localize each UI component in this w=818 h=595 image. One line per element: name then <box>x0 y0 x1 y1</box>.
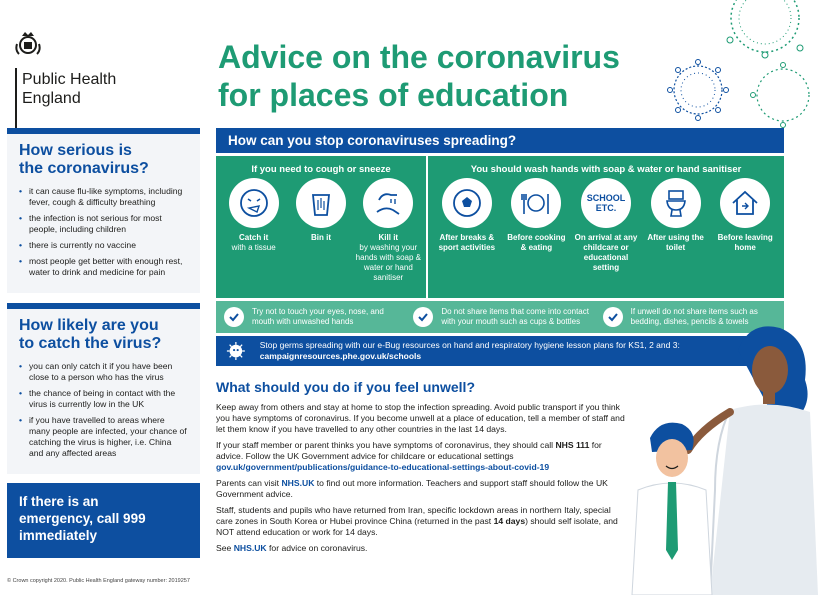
title-line2: for places of education <box>218 77 569 113</box>
item-label: After breaks & sport activities <box>438 233 496 252</box>
serious-box <box>7 128 200 293</box>
school-badge-line1: SCHOOL <box>586 193 626 203</box>
school-badge <box>587 193 626 213</box>
p4-days: 14 days <box>493 516 526 526</box>
wash-item-leaving <box>712 178 778 273</box>
virus-small-icon <box>664 56 732 124</box>
unwell-p5 <box>216 543 626 554</box>
unwell-p2 <box>216 440 626 473</box>
title-line1: Advice on the coronavirus <box>218 39 620 75</box>
item-label: Kill it <box>378 233 399 242</box>
unwell-heading: What should you do if you feel unwell? <box>216 379 475 395</box>
org-name-line2: England <box>22 90 81 107</box>
nhs-link-2[interactable]: NHS.UK <box>233 543 267 553</box>
circle <box>720 178 770 228</box>
germ-icon <box>226 340 246 362</box>
nhs111-text: NHS 111 <box>555 440 590 450</box>
wash-item-arrival <box>573 178 639 273</box>
unwell-section <box>216 379 626 559</box>
item-label: Before leaving home <box>717 233 773 252</box>
org-name <box>22 70 116 108</box>
cutlery-icon <box>519 186 553 220</box>
emergency-box <box>7 483 200 558</box>
item-label: On arrival at any childcare or educational setting <box>574 233 638 272</box>
list-item: • the infection is not serious for most people, including children <box>19 213 188 235</box>
serious-heading-line1: How serious is <box>19 142 132 159</box>
virus-medium-icon <box>738 60 818 130</box>
logo-bar <box>15 68 17 134</box>
p3-text-b: to find out more information. Teachers and support staff should follow the UK Government advice. <box>216 478 608 499</box>
handwash-icon <box>371 186 405 220</box>
school-icon <box>581 178 631 228</box>
home-icon <box>728 186 762 220</box>
serious-heading <box>19 142 188 178</box>
wash-panel <box>428 156 784 298</box>
stop-heading: How can you stop coronaviruses spreading? <box>216 128 784 153</box>
circle <box>442 178 492 228</box>
emergency-line2: emergency, call 999 <box>19 511 146 526</box>
cough-item-kill <box>355 178 421 283</box>
ebug-body: Stop germs spreading with our e-Bug resources on hand and respiratory hygiene lesson plans for KS1, 2 and 3: <box>259 340 680 350</box>
circle <box>651 178 701 228</box>
cough-item-catch <box>221 178 287 283</box>
check-icon <box>224 307 244 327</box>
unwell-p1: Keep away from others and stay at home to stop the infection spreading. Avoid public transport if you think you have symptoms of coronavirus. If you become unwell at a place of education, tell a member of staff and let them know if you have travelled to any other countries in the last 14 days. <box>216 402 625 434</box>
tissue-face-icon <box>237 186 271 220</box>
toilet-icon <box>659 186 693 220</box>
wash-item-toilet <box>643 178 709 273</box>
p3-text-a: Parents can visit <box>216 478 280 488</box>
copyright-text: © Crown copyright 2020. Public Health England gateway number: 2019257 <box>7 578 190 584</box>
item-sub: by washing your hands with soap & water or hand sanitiser <box>355 243 421 282</box>
item-label: Catch it <box>238 233 269 242</box>
likely-list <box>19 361 188 459</box>
wash-item-cooking <box>503 178 569 273</box>
teacher-pupil-illustration <box>620 320 818 595</box>
gov-guidance-link[interactable]: gov.uk/government/publications/guidance-to-educational-settings-about-covid-19 <box>216 462 550 472</box>
circle <box>296 178 346 228</box>
p4-text-a: Staff, students and pupils who have returned from Iran, specific lockdown areas in northern Italy, special care zones in South Korea or Hubei province China (returned in the past <box>216 505 611 526</box>
unwell-p4 <box>216 505 626 538</box>
tip-item <box>405 307 594 327</box>
unwell-p3 <box>216 478 626 500</box>
bin-icon <box>304 186 338 220</box>
phe-logo <box>10 30 150 107</box>
cough-items <box>216 178 426 283</box>
nhs-link[interactable]: NHS.UK <box>281 478 315 488</box>
tip-text: If unwell do not share items such as bedding, dishes, pencils & towels <box>630 307 758 326</box>
emergency-line1: If there is an <box>19 494 99 509</box>
item-sub: with a tissue <box>231 243 276 252</box>
serious-heading-line2: the coronavirus? <box>19 160 149 177</box>
item-label: Bin it <box>310 233 331 242</box>
item-label: After using the toilet <box>647 233 704 252</box>
item-label: Before cooking & eating <box>507 233 566 252</box>
left-column <box>7 128 200 558</box>
serious-list <box>19 186 188 278</box>
circle <box>363 178 413 228</box>
circle <box>229 178 279 228</box>
school-badge-line2: ETC. <box>595 203 617 213</box>
cough-item-bin <box>288 178 354 283</box>
tip-text: Try not to touch your eyes, nose, and mouth with unwashed hands <box>252 307 384 326</box>
ebug-link[interactable]: campaignresources.phe.gov.uk/schools <box>259 351 422 361</box>
stop-panel <box>216 156 784 298</box>
emergency-line3: immediately <box>19 528 98 543</box>
list-item: • if you have travelled to areas where many people are infected, your chance of catching the virus is higher, i.e. China and any affected areas <box>19 415 188 459</box>
circle <box>511 178 561 228</box>
list-item: • the chance of being in contact with the virus is currently low in the UK <box>19 388 188 410</box>
p2-text-b: for advice. Follow the UK Government advice for childcare or educational settings <box>216 440 602 461</box>
wash-heading: You should wash hands with soap & water or hand sanitiser <box>470 164 742 175</box>
likely-box <box>7 303 200 474</box>
page-title <box>218 38 648 114</box>
wash-item-breaks <box>434 178 500 273</box>
list-item: • it can cause flu-like symptoms, including fever, cough & difficulty breathing <box>19 186 188 208</box>
likely-heading-line1: How likely are you <box>19 317 159 334</box>
wash-items <box>428 178 784 273</box>
cough-heading: If you need to cough or sneeze <box>251 164 391 175</box>
likely-heading <box>19 317 188 353</box>
royal-crest-icon <box>14 30 42 58</box>
likely-heading-line2: to catch the virus? <box>19 335 162 352</box>
football-icon <box>450 186 484 220</box>
cough-panel <box>216 156 428 298</box>
p2-text-a: If your staff member or parent thinks you have symptoms of coronavirus, they should call <box>216 440 554 450</box>
tip-text: Do not share items that come into contact with your mouth such as cups & bottles <box>441 307 589 326</box>
org-name-line1: Public Health <box>22 71 117 88</box>
p4-text-b: ) should self isolate, and NOT attend education or work for 14 days. <box>216 516 618 537</box>
list-item: • there is currently no vaccine <box>19 240 188 251</box>
p5-text-b: for advice on coronavirus. <box>269 543 368 553</box>
p5-text-a: See <box>216 543 232 553</box>
list-item: • you can only catch it if you have been close to a person who has the virus <box>19 361 188 383</box>
check-icon <box>413 307 433 327</box>
tip-item <box>216 307 405 327</box>
list-item: • most people get better with enough rest, water to drink and medicine for pain <box>19 256 188 278</box>
